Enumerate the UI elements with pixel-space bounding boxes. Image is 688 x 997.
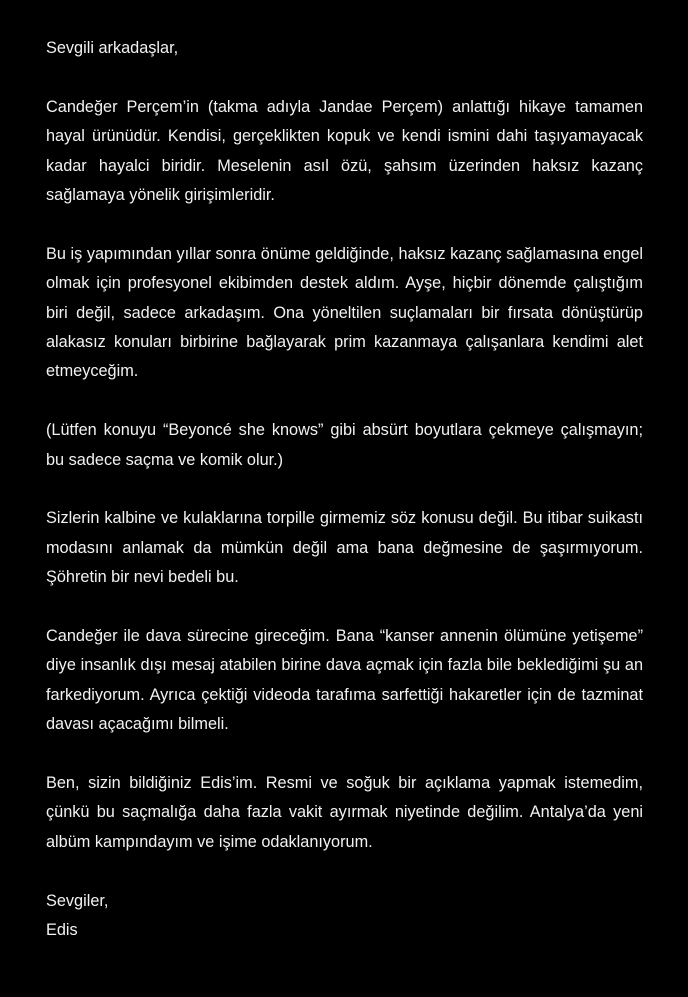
letter-paragraph-5: Candeğer ile dava sürecine gireceğim. Bana “kanser annenin ölümüne yetişeme” diye insanlık dışı mesaj atabilen birine dava açmak için fazla bile beklediğimi şu an farkediyorum. Ayrıca çektiği videoda tarafıma sarfettiği hakaretler için de tazminat davası açacağımı bilmeli.: [46, 627, 643, 734]
letter-paragraph-1: Candeğer Perçem’in (takma adıyla Jandae Perçem) anlattığı hikaye tamamen hayal ürünüdür. Kendisi, gerçeklikten kopuk ve kendi ismini dahi taşıyamayacak kadar hayalci biridir. Meselenin asıl özü, şahsım üzerinden haksız kazanç sağlamaya yönelik girişimleridir.: [46, 97, 643, 205]
letter-closing: Sevgiler,: [46, 891, 109, 910]
letter-paragraph-6: Ben, sizin bildiğiniz Edis’im. Resmi ve soğuk bir açıklama yapmak istemedim, çünkü bu saçmalığa daha fazla vakit ayırmak niyetinde değilim. Antalya’da yeni albüm kampındayım ve işime odaklanıyorum.: [46, 774, 643, 851]
letter-paragraph-2: Bu iş yapımından yıllar sonra önüme geldiğinde, haksız kazanç sağlamasına engel olmak için profesyonel ekibimden destek aldım. Ayşe, hiçbir dönemde çalıştığım biri değil, sadece arkadaşım. Ona yöneltilen suçlamaları bir fırsata dönüştürüp alakasız konuları birbirine bağlayarak prim kazanmaya çalışanlara kendimi alet etmeyceğim.: [46, 244, 643, 381]
letter-paragraph-3: (Lütfen konuyu “Beyoncé she knows” gibi absürt boyutlara çekmeye çalışmayın; bu sadece saçma ve komik olur.): [46, 421, 643, 469]
letter-paragraph-4: Sizlerin kalbine ve kulaklarına torpille girmemiz söz konusu değil. Bu itibar suikastı modasını anlamak da mümkün değil ama bana değmesine de şaşırmıyorum. Şöhretin bir nevi bedeli bu.: [46, 509, 643, 587]
letter-signature: Edis: [46, 921, 78, 940]
letter-greeting: Sevgili arkadaşlar,: [46, 39, 179, 57]
letter-body: [46, 34, 643, 945]
